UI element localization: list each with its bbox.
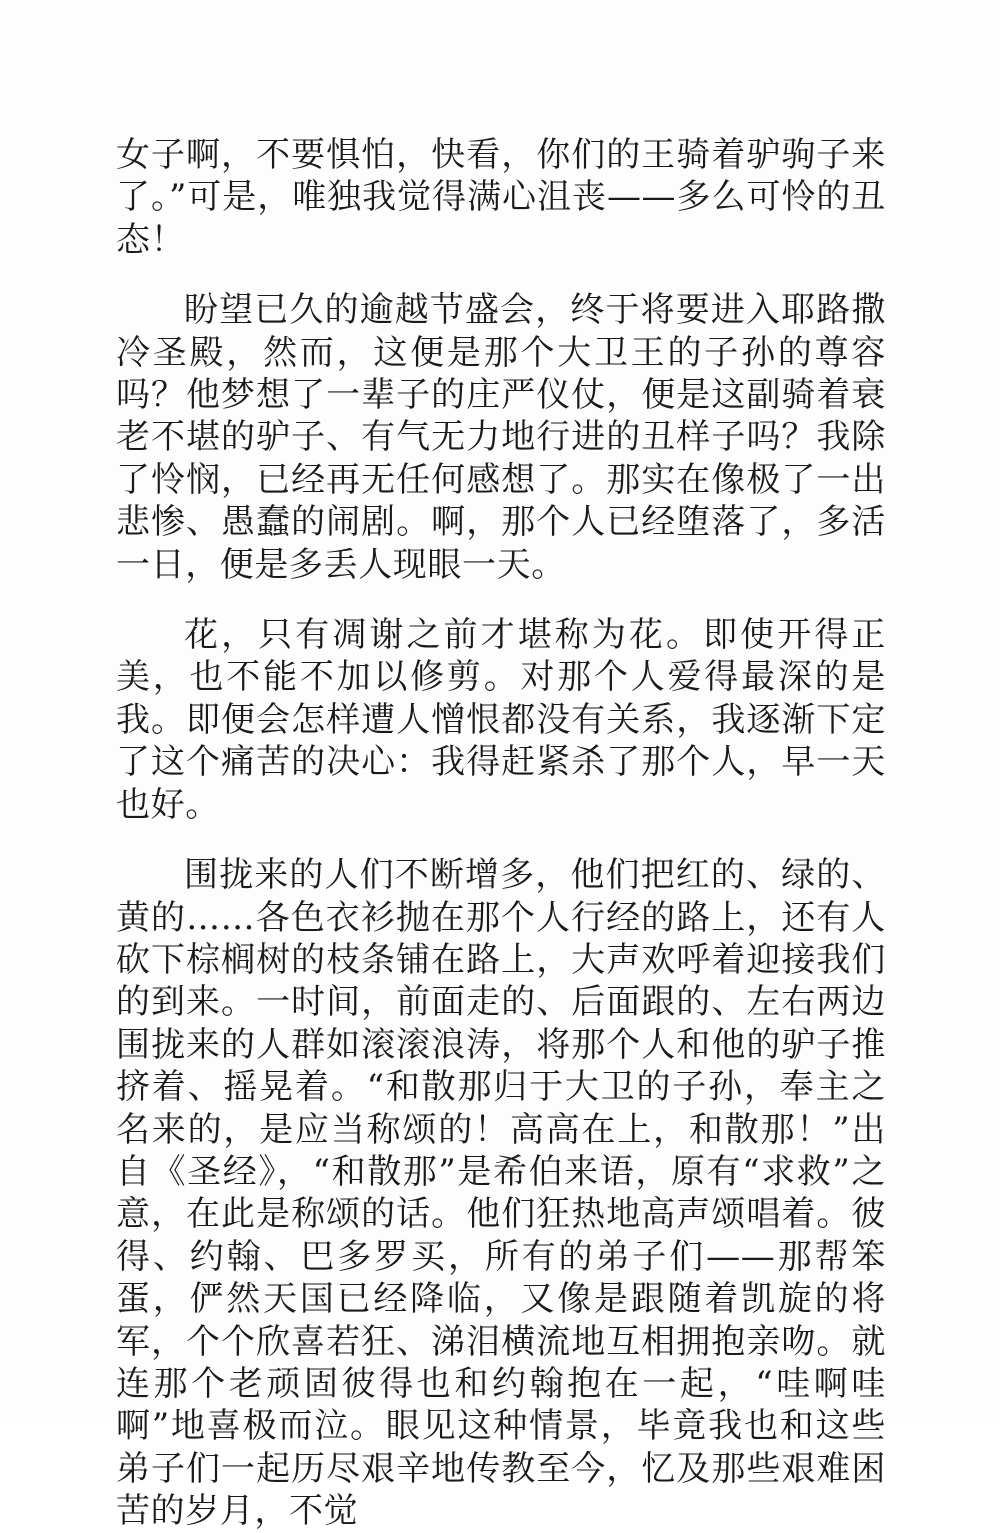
body-text	[116, 134, 886, 1533]
paragraph-3: 花，只有凋谢之前才堪称为花。即使开得正美，也不能不加以修剪。对那个人爱得最深的是我。即便会怎样遭人憎恨都没有关系，我逐渐下定了这个痛苦的决心：我得赶紧杀了那个人，早一天也好。	[116, 615, 886, 825]
paragraph-2: 盼望已久的逾越节盛会，终于将要进入耶路撒冷圣殿，然而，这便是那个大卫王的子孙的尊容吗？他梦想了一辈子的庄严仪仗，便是这副骑着衰老不堪的驴子、有气无力地行进的丑样子吗？我除了怜悯，已经再无任何感想了。那实在像极了一出悲惨、愚蠢的闹剧。啊，那个人已经堕落了，多活一日，便是多丢人现眼一天。	[116, 290, 886, 585]
paragraph-4: 围拢来的人们不断增多，他们把红的、绿的、黄的……各色衣衫抛在那个人行经的路上，还有人砍下棕榈树的枝条铺在路上，大声欢呼着迎接我们的到来。一时间，前面走的、后面跟的、左右两边围拢来的人群如滚滚浪涛，将那个人和他的驴子推挤着、摇晃着。“和散那归于大卫的子孙，奉主之名来的，是应当称颂的！高高在上，和散那！”出自《圣经》，“和散那”是希伯来语，原有“求救”之意，在此是称颂的话。他们狂热地高声颂唱着。彼得、约翰、巴多罗买，所有的弟子们——那帮笨蛋，俨然天国已经降临，又像是跟随着凯旋的将军，个个欣喜若狂、涕泪横流地互相拥抱亲吻。就连那个老顽固彼得也和约翰抱在一起，“哇啊哇啊”地喜极而泣。眼见这种情景，毕竟我也和这些弟子们一起历尽艰辛地传教至今，忆及那些艰难困苦的岁月，不觉	[116, 855, 886, 1532]
paragraph-1: 女子啊，不要惧怕，快看，你们的王骑着驴驹子来了。”可是，唯独我觉得满心沮丧——多么可怜的丑态！	[116, 135, 886, 260]
